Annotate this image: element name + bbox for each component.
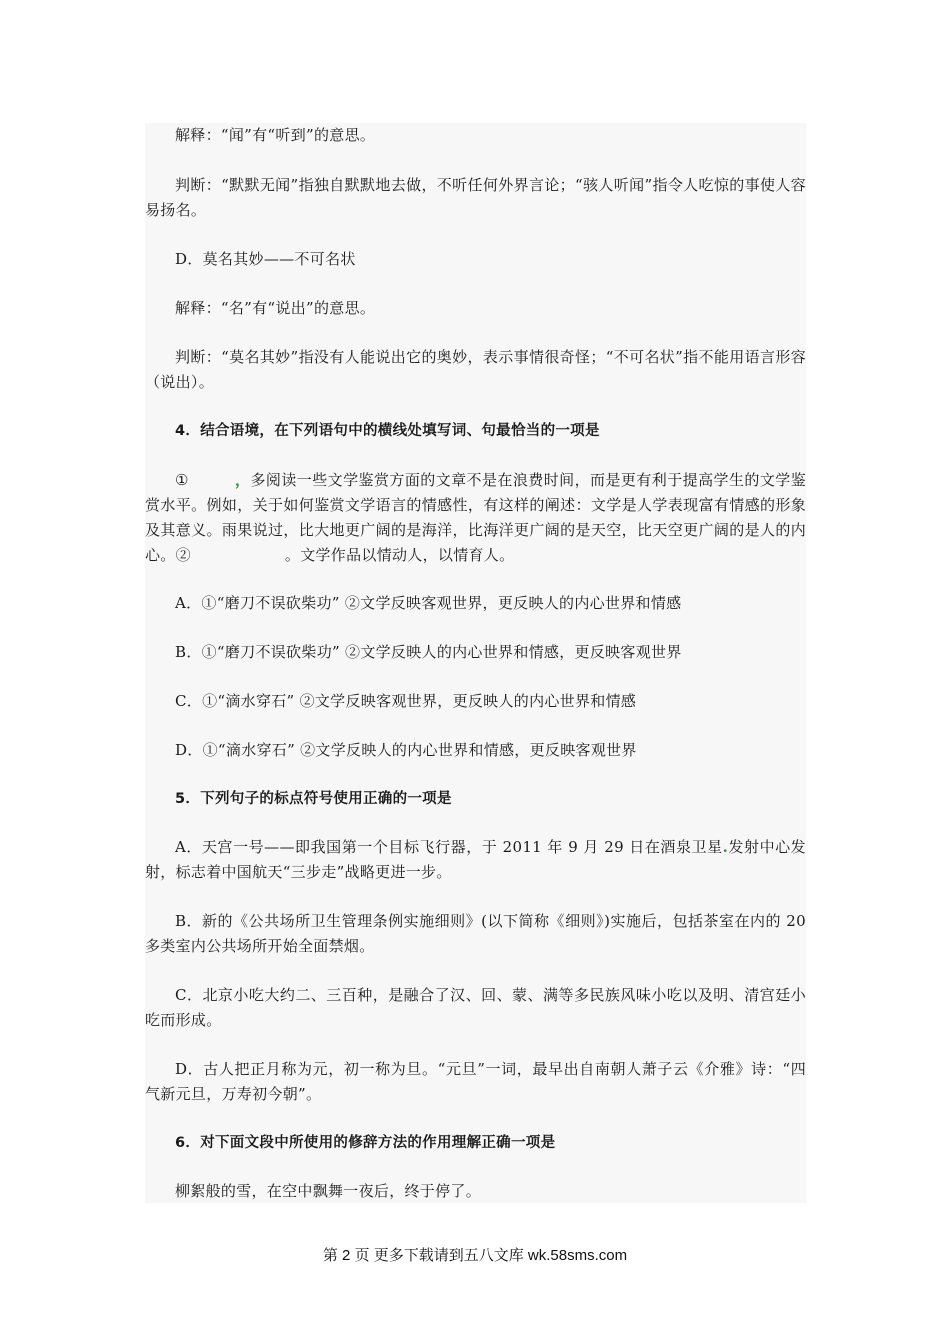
- page-footer: 第 2 页 更多下载请到五八文库 wk.58sms.com: [322, 1247, 628, 1264]
- green-mark: .: [722, 838, 729, 856]
- question-4-heading: 4．结合语境，在下列语句中的横线处填写词、句最恰当的一项是: [175, 423, 600, 439]
- green-comma: ，: [234, 471, 251, 489]
- question-5-option-a: [145, 835, 806, 885]
- question-4-passage: [145, 468, 806, 568]
- question-4-option-c: C．①“滴水穿石” ②文学反映客观世界，更反映人的内心世界和情感: [175, 692, 637, 710]
- judgement-wen: 判断：“默默无闻”指独自默默地去做，不听任何外界言论；“骇人听闻”指令人吃惊的事使人容易扬名。: [145, 176, 806, 219]
- question-4-option-d: D．①“滴水穿石” ②文学反映人的内心世界和情感，更反映客观世界: [175, 741, 637, 759]
- option-a-text-1: A．天宫一号——即我国第一个目标飞行器，于 2011 年 9 月 29 日在酒泉卫星: [175, 838, 723, 856]
- blank-1-marker: ①: [175, 471, 189, 489]
- option-a-text-2: 发射中心发射，标志着中国航天“三步走”战略更进一步。: [145, 838, 806, 881]
- passage-text-b: 。文学作品以情动人，以情育人。: [284, 546, 515, 564]
- question-6-heading: 6．对下面文段中所使用的修辞方法的作用理解正确一项是: [175, 1135, 556, 1151]
- passage-text-a: 多阅读一些文学鉴赏方面的文章不是在浪费时间，而是更有利于提高学生的文学鉴赏水平。例如，关于如何鉴赏文学语言的情感性，有这样的阐述：文学是人学表现富有情感的形象及其意义。雨果说过，比大地更广阔的是海洋，比海洋更广阔的是天空，比天空更广阔的是人的内心。②: [145, 471, 806, 564]
- question-6-passage: 柳絮般的雪，在空中飘舞一夜后，终于停了。: [175, 1182, 482, 1200]
- question-4-option-b: B．①“磨刀不误砍柴功” ②文学反映人的内心世界和情感，更反映客观世界: [175, 643, 682, 661]
- document-content: [145, 123, 806, 1203]
- question-5-option-d: D．古人把正月称为元，初一称为旦。“元旦”一词，最早出自南朝人萧子云《介雅》诗：“四气新元旦，万寿初今朝”。: [145, 1060, 806, 1103]
- question-5-option-b: B．新的《公共场所卫生管理条例实施细则》(以下简称《细则》)实施后，包括茶室在内的 20 多类室内公共场所开始全面禁烟。: [145, 912, 806, 955]
- explanation-wen: 解释：“闻”有“听到”的意思。: [175, 126, 376, 144]
- question-5-option-c: C．北京小吃大约二、三百种，是融合了汉、回、蒙、满等多民族风味小吃以及明、清宫廷小吃而形成。: [145, 986, 806, 1029]
- option-d-title: D．莫名其妙——不可名状: [175, 250, 356, 268]
- judgement-ming: 判断：“莫名其妙”指没有人能说出它的奥妙，表示事情很奇怪；“不可名状”指不能用语言形容（说出）。: [145, 348, 806, 391]
- question-4-option-a: A．①“磨刀不误砍柴功” ②文学反映客观世界，更反映人的内心世界和情感: [175, 594, 682, 612]
- explanation-ming: 解释：“名”有“说出”的意思。: [175, 299, 376, 317]
- question-5-heading: 5．下列句子的标点符号使用正确的一项是: [175, 791, 452, 807]
